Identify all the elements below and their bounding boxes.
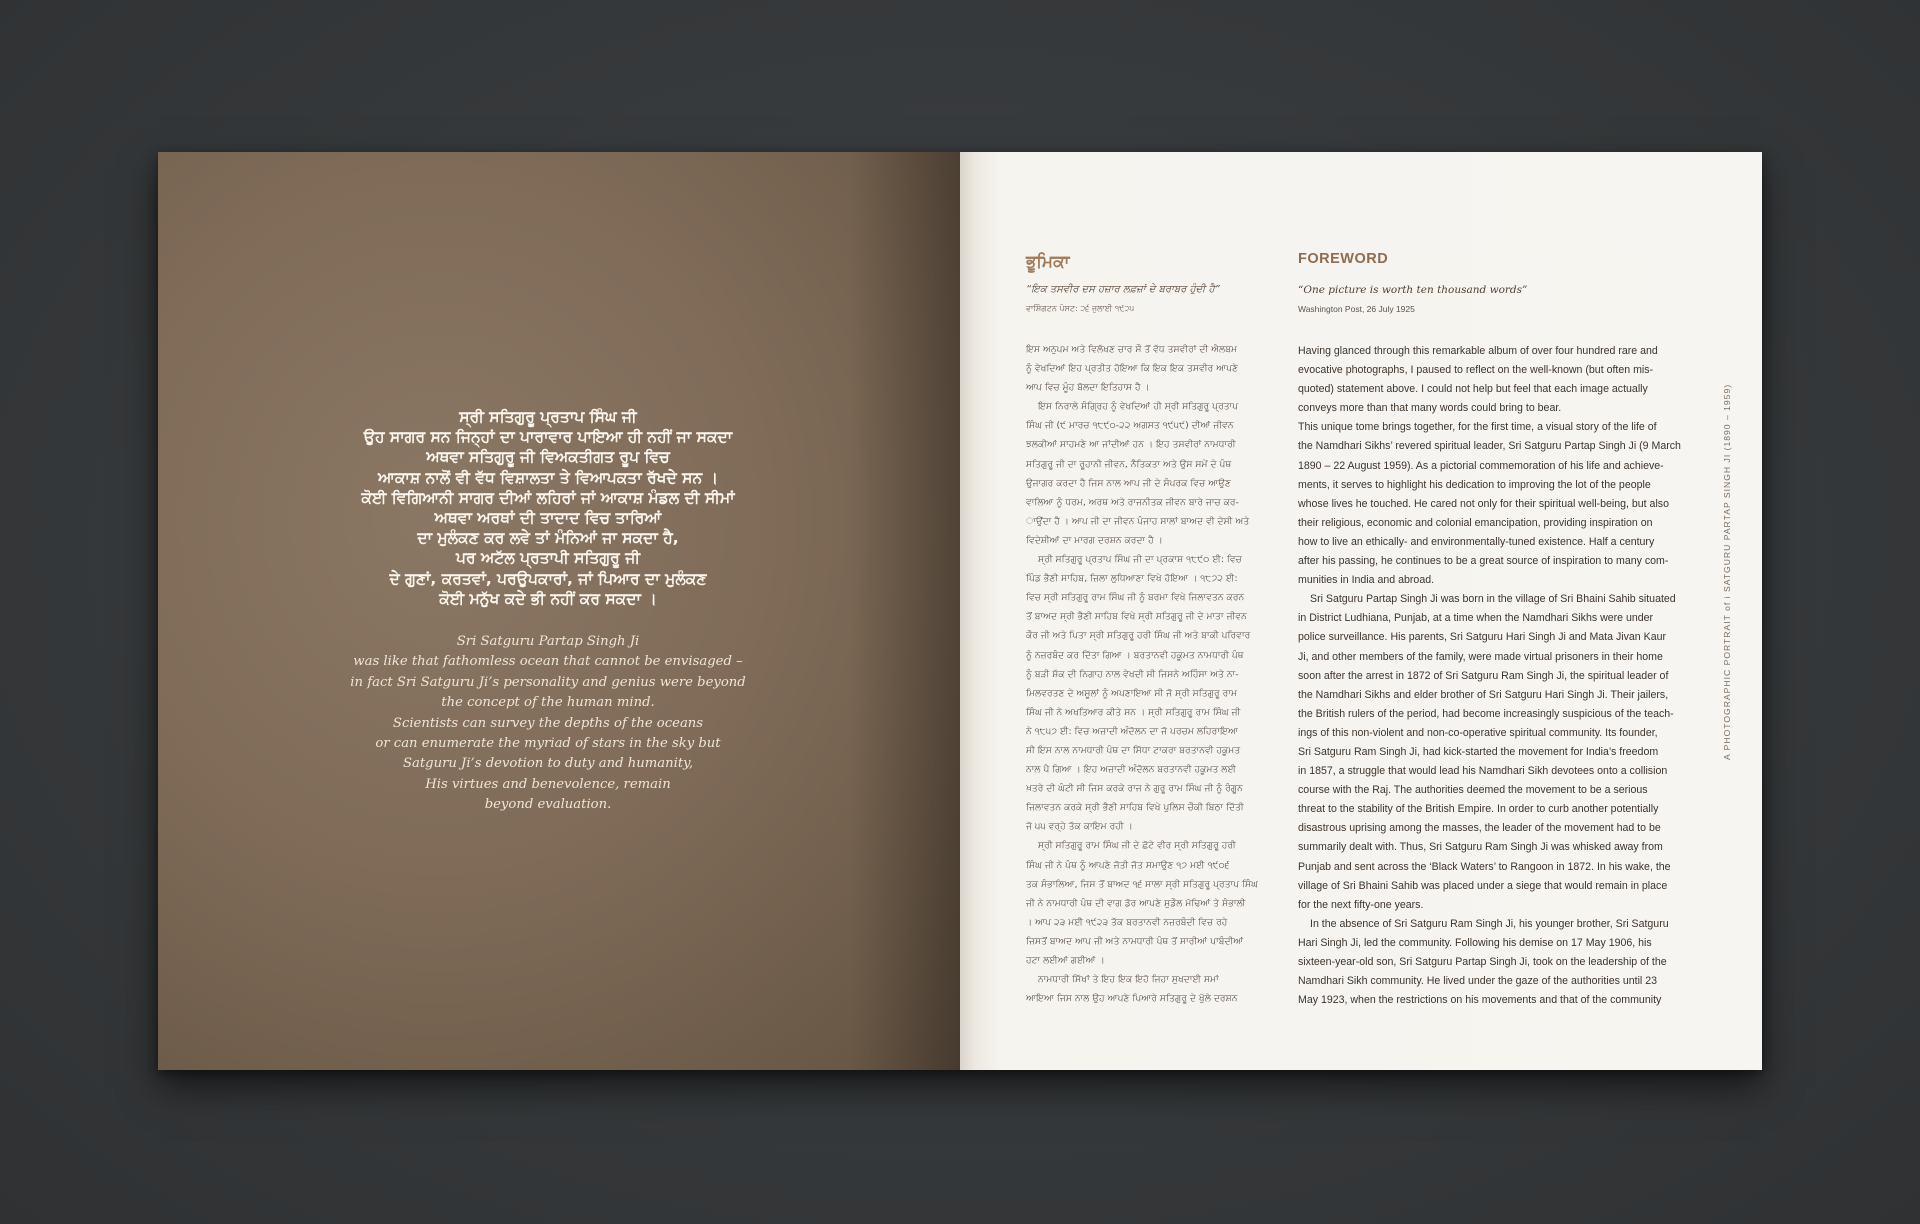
punjabi-poem xyxy=(348,407,748,609)
body-line: threat to the stability of the British Empire. In order to curb another potentially xyxy=(1298,803,1659,816)
body-line: the Namdhari Sikhs and elder brother of Sri Satguru Hari Singh Ji. Their jailers, xyxy=(1298,688,1669,701)
body-line: ਆਇਆ ਜਿਸ ਨਾਲ ਉਹ ਆਪਣੇ ਪਿਆਰੇ ਸਤਿਗੁਰੂ ਦੇ ਖੁੱਲੇ ਦਰਸ਼ਨ xyxy=(1026,993,1238,1005)
body-line: ਕੌਰ ਜੀ ਅਤੇ ਪਿਤਾ ਸ੍ਰੀ ਸਤਿਗੁਰੂ ਹਰੀ ਸਿੰਘ ਜੀ ਅਤੇ ਬਾਕੀ ਪਰਿਵਾਰ xyxy=(1026,630,1251,642)
body-line: conveys more than that many words could bring to bear. xyxy=(1298,402,1562,415)
poem-line: Sri Satguru Partap Singh Ji xyxy=(456,634,640,649)
body-line: । ਆਪ ੨੩ ਮਈ ੧੯੨੩ ਤੱਕ ਬਰਤਾਨਵੀ ਨਜ਼ਰਬੰਦੀ ਵਿਚ ਰਹੇ xyxy=(1026,916,1228,928)
body-line: ਸਿੰਘ ਜੀ ਨੇ ਪੰਥ ਨੂੰ ਆਪਣੇ ਜੋਤੀ ਜੋਤ ਸਮਾਉਣ ੧੭ ਮਈ ੧੯੦੬ xyxy=(1026,859,1230,871)
body-line: police surveillance. His parents, Sri Satguru Hari Singh Ji and Mata Jivan Kaur xyxy=(1298,631,1667,644)
body-line: ਸਿੰਘ ਜੀ ਨੇ ਅਖਤਿਆਰ ਕੀਤੇ ਸਨ । ਸ੍ਰੀ ਸਤਿਗੁਰੂ ਰਾਮ ਸਿੰਘ ਜੀ xyxy=(1026,706,1241,718)
body-line: This unique tome brings together, for the first time, a visual story of the life of xyxy=(1298,421,1657,434)
body-line: Ji, and other members of the family, were made virtual prisoners in their home xyxy=(1298,650,1663,663)
poem-line: or can enumerate the myriad of stars in the sky but xyxy=(375,736,721,752)
epigraph-quote-english: “One picture is worth ten thousand words” xyxy=(1298,284,1528,296)
poem-line: ਦੇ ਗੁਣਾਂ, ਕਰਤਵਾਂ, ਪਰਉਪਕਾਰਾਂ, ਜਾਂ ਪਿਆਰ ਦਾ ਮੁਲੰਕਣ xyxy=(389,569,707,588)
body-line: ਨੂੰ ਬੜੀ ਸ਼ੱਕ ਦੀ ਨਿਗਾਹ ਨਾਲ ਵੇਖਦੀ ਸੀ ਜਿਸਨੇ ਅਹਿੰਸਾ ਅਤੇ ਨਾ- xyxy=(1026,668,1239,680)
epigraph-source-punjabi: ਵਾਸ਼ਿੰਗਟਨ ਪੋਸਟ: ੨੬ ਜੁਲਾਈ ੧੯੨੫ xyxy=(1026,304,1135,313)
body-line: ਤਕ ਸੰਭਾਲਿਆ, ਜਿਸ ਤੋਂ ਬਾਅਦ ੧੬ ਸਾਲਾ ਸ੍ਰੀ ਸਤਿਗੁਰੂ ਪ੍ਰਤਾਪ ਸਿੰਘ xyxy=(1026,878,1258,890)
book-spread xyxy=(158,152,1762,1070)
body-line: ਨਾਮਧਾਰੀ ਸਿੱਖਾਂ ਤੇ ਇਹ ਇਕ ਇਹੋ ਜਿਹਾ ਸੁਖਦਾਈ ਸਮਾਂ xyxy=(1038,974,1219,986)
body-line: the Namdhari Sikhs’ revered spiritual leader, Sri Satguru Partap Singh Ji (9 March xyxy=(1298,440,1681,453)
body-line: ਸਿੰਘ ਜੀ (੯ ਮਾਰਚ ੧੮੯੦-੨੨ ਅਗਸਤ ੧੯੫੯) ਦੀਆਂ ਜੀਵਨ xyxy=(1026,420,1234,432)
body-line: for the next fifty-one years. xyxy=(1298,898,1424,911)
body-line: ings of this non-violent and non-co-operative spiritual community. Its founder, xyxy=(1298,726,1658,739)
body-line: how to live an ethically- and environmentally-tuned existence. Half a century xyxy=(1298,535,1655,548)
body-line: ਜੀ ਨੇ ਨਾਮਧਾਰੀ ਪੰਥ ਦੀ ਵਾਗ ਡੋਰ ਆਪਣੇ ਸੁਡੌਲ ਮੋਢਿਆਂ ਤੇ ਸੰਭਾਲੀ xyxy=(1026,897,1246,909)
body-line: ਨਾਲ ਪੈ ਗਿਆ । ਇਹ ਅਜ਼ਾਦੀ ਅੰਦੋਲਨ ਬਰਤਾਨਵੀ ਹਕੂਮਤ ਲਈ xyxy=(1026,764,1237,776)
body-line: In the absence of Sri Satguru Ram Singh Ji, his younger brother, Sri Satguru xyxy=(1310,917,1669,930)
poem-line: ਅਥਵਾ ਸਤਿਗੁਰੂ ਜੀ ਵਿਅਕਤੀਗਤ ਰੂਪ ਵਿਚ xyxy=(426,448,670,467)
body-line: sixteen-year-old son, Sri Satguru Partap Singh Ji, took on the leadership of the xyxy=(1298,956,1667,968)
body-line: 1890 – 22 August 1959). As a pictorial commemoration of his life and achieve- xyxy=(1298,459,1664,472)
body-line: in 1857, a struggle that would lead his Namdhari Sikh devotees onto a collision xyxy=(1298,765,1668,778)
body-line: ਨੂੰ ਨਜ਼ਰਬੰਦ ਕਰ ਦਿੱਤਾ ਗਿਆ । ਬਰਤਾਨਵੀ ਹਕੂਮਤ ਨਾਮਧਾਰੀ ਪੰਥ xyxy=(1026,649,1244,661)
body-line: ਝਲਕੀਆਂ ਸਾਹਮਣੇ ਆ ਜਾਂਦੀਆਂ ਹਨ । ਇਹ ਤਸਵੀਰਾਂ ਨਾਮਧਾਰੀ xyxy=(1026,439,1236,451)
running-title-vertical xyxy=(1722,383,1734,760)
body-line: ਵਾਲਿਆ ਨੂੰ ਧਰਮ, ਅਰਥ ਅਤੇ ਰਾਜਨੀਤਕ ਜੀਵਨ ਬਾਰੇ ਜਾਚ ਕਰ- xyxy=(1026,496,1239,508)
poem-line: was like that fathomless ocean that cannot be envisaged – xyxy=(353,654,743,670)
poem-line: Scientists can survey the depths of the oceans xyxy=(392,715,704,731)
body-line: summarily dealt with. Thus, Sri Satguru Ram Singh Ji was whisked away from xyxy=(1298,841,1663,854)
body-line: soon after the arrest in 1872 of Sri Satguru Ram Singh Ji, the spiritual leader of xyxy=(1298,669,1669,682)
poem-line: the concept of the human mind. xyxy=(441,695,655,711)
poem-line: His virtues and benevolence, remain xyxy=(425,776,671,792)
body-line: ਜੋ ੫੫ ਵਰ੍ਹੇ ਤੱਕ ਕਾਇਮ ਰਹੀ । xyxy=(1026,821,1133,833)
body-line: disastrous uprising among the masses, the leader of the movement had to be xyxy=(1298,822,1661,835)
poem-line: ਪਰ ਅਟੱਲ ਪ੍ਰਤਾਪੀ ਸਤਿਗੁਰੂ ਜੀ xyxy=(456,549,640,568)
body-line: Punjab and sent across the ‘Black Waters’ to Rangoon in 1872. In his wake, the xyxy=(1298,860,1671,873)
body-line: ਜਿਲਾਵਤਨ ਕਰਕੇ ਸ੍ਰੀ ਭੈਣੀ ਸਾਹਿਬ ਵਿਖੇ ਪੁਲਿਸ ਚੌਕੀ ਬਿਠਾ ਦਿੱਤੀ xyxy=(1026,802,1244,814)
body-line: ਸਤਿਗੁਰੂ ਜੀ ਦਾ ਰੂਹਾਨੀ ਜੀਵਨ, ਨੈਤਿਕਤਾ ਅਤੇ ਉਸ ਸਮੇਂ ਦੇ ਪੰਥ xyxy=(1026,458,1232,470)
body-line: ਪਿੰਡ ਭੈਣੀ ਸਾਹਿਬ, ਜ਼ਿਲਾ ਲੁਧਿਆਣਾ ਵਿਖੇ ਹੋਇਆ । ੧੮੭੨ ਈ: xyxy=(1026,573,1238,585)
body-line: ਵਿਚ ਸ੍ਰੀ ਸਤਿਗੁਰੂ ਰਾਮ ਸਿੰਘ ਜੀ ਨੂੰ ਬਰਮਾ ਵਿਖੇ ਜਿਲਾਵਤਨ ਕਰਨ xyxy=(1026,592,1245,604)
poem-line: in fact Sri Satguru Ji’s personality and genius were beyond xyxy=(350,674,746,690)
right-page xyxy=(960,152,1762,1070)
punjabi-body-column xyxy=(1026,340,1288,1008)
poem-line: ਉਹ ਸਾਗਰ ਸਨ ਜਿਨ੍ਹਾਂ ਦਾ ਪਾਰਾਵਾਰ ਪਾਇਆ ਹੀ ਨਹੀਂ ਜਾ ਸਕਦਾ xyxy=(363,428,733,447)
poem-line: ਦਾ ਮੁਲੰਕਣ ਕਰ ਲਵੇ ਤਾਂ ਮੰਨਿਆਂ ਜਾ ਸਕਦਾ ਹੈ, xyxy=(417,529,679,548)
body-line: Namdhari Sikh community. He lived under the gaze of the authorities until 23 xyxy=(1298,975,1658,988)
body-line: munities in India and abroad. xyxy=(1298,574,1435,587)
poem-line: ਅਥਵਾ ਅਰਥਾਂ ਦੀ ਤਾਦਾਦ ਵਿਚ ਤਾਰਿਆਂ xyxy=(434,509,662,528)
body-line: ਉਜਾਗਰ ਕਰਦਾ ਹੈ ਜਿਸ ਨਾਲ ਆਪ ਜੀ ਦੇ ਸੰਪਰਕ ਵਿਚ ਆਉਣ xyxy=(1026,477,1231,489)
body-line: ਹਟਾ ਲਈਆਂ ਗਈਆਂ । xyxy=(1026,955,1105,966)
body-line: Hari Singh Ji, led the community. Following his demise on 17 May 1906, his xyxy=(1298,936,1652,949)
body-line: ਨੂੰ ਵੇਖਦਿਆਂ ਇਹ ਪ੍ਰਤੀਤ ਹੋਇਆ ਕਿ ਇਕ ਇਕ ਤਸਵੀਰ ਆਪਣੇ xyxy=(1026,363,1239,375)
body-line: ਇਸ ਅਨੁਪਮ ਅਤੇ ਵਿਲੱਖਣ ਚਾਰ ਸੌ ਤੋਂ ਵੱਧ ਤਸਵੀਰਾਂ ਦੀ ਐਲਬਮ xyxy=(1026,344,1238,355)
poem-line: ਆਕਾਸ਼ ਨਾਲੋਂ ਵੀ ਵੱਧ ਵਿਸ਼ਾਲਤਾ ਤੇ ਵਿਆਪਕਤਾ ਰੱਖਦੇ ਸਨ । xyxy=(377,468,719,487)
poem-line: Satguru Ji’s devotion to duty and humanity, xyxy=(402,756,694,772)
poem-line: ਕੋਈ ਵਿਗਿਆਨੀ ਸਾਗਰ ਦੀਆਂ ਲਹਿਰਾਂ ਜਾਂ ਆਕਾਸ਼ ਮੰਡਲ ਦੀ ਸੀਮਾਂ xyxy=(361,488,735,507)
body-line: May 1923, when the restrictions on his movements and that of the community xyxy=(1298,994,1662,1007)
body-line: ਮਿਲਵਰਤਣ ਦੇ ਅਸੂਲਾਂ ਨੂੰ ਅਪਣਾਇਆ ਸੀ ਜੋ ਸ੍ਰੀ ਸਤਿਗੁਰੂ ਰਾਮ xyxy=(1026,687,1237,699)
body-line: quoted) statement above. I could not help but feel that each image actually xyxy=(1298,383,1648,396)
body-line: after his passing, he continues to be a great source of inspiration to many com- xyxy=(1298,555,1669,568)
body-line: ਸ੍ਰੀ ਸਤਿਗੁਰੂ ਰਾਮ ਸਿੰਘ ਜੀ ਦੇ ਛੋਟੇ ਵੀਰ ਸ੍ਰੀ ਸਤਿਗੁਰੂ ਹਰੀ xyxy=(1038,840,1236,852)
epigraph-quote-punjabi: “ਇਕ ਤਸਵੀਰ ਦਸ ਹਜ਼ਾਰ ਲਫ਼ਜ਼ਾਂ ਦੇ ਬਰਾਬਰ ਹੁੰਦੀ ਹੈ” xyxy=(1026,284,1220,295)
body-line: ਆਪ ਵਿਚ ਮੂੰਹ ਬੋਲਦਾ ਇਤਿਹਾਸ ਹੈ । xyxy=(1026,382,1150,394)
body-line: Sri Satguru Ram Singh Ji, had kick-started the movement for India’s freedom xyxy=(1298,745,1659,758)
heading-foreword: FOREWORD xyxy=(1298,251,1389,267)
body-line: their religious, economic and colonial emancipation, providing inspiration on xyxy=(1298,516,1653,529)
body-line: ਖ਼ਤਰੇ ਦੀ ਘੰਟੀ ਸੀ ਜਿਸ ਕਰਕੇ ਰਾਜ ਨੇ ਗੁਰੂ ਰਾਮ ਸਿੰਘ ਜੀ ਨੂੰ ਰੰਗੂਨ xyxy=(1026,783,1243,795)
body-line: ਸੀ ਇਸ ਨਾਲ ਨਾਮਧਾਰੀ ਪੰਥ ਦਾ ਸਿੱਧਾ ਟਾਕਰਾ ਬਰਤਾਨਵੀ ਹਕੂਮਤ xyxy=(1026,744,1241,756)
body-line: Sri Satguru Partap Singh Ji was born in the village of Sri Bhaini Sahib situated xyxy=(1310,593,1676,606)
body-line: ਵਿਦੇਸ਼ੀਆਂ ਦਾ ਮਾਰਗ ਦਰਸ਼ਨ ਕਰਦਾ ਹੈ । xyxy=(1026,534,1163,546)
poem-line: ਕੋਈ ਮਨੁੱਖ ਕਦੇ ਭੀ ਨਹੀਂ ਕਰ ਸਕਦਾ । xyxy=(439,589,657,608)
body-line: course with the Raj. The authorities deemed the movement to be a serious xyxy=(1298,784,1648,797)
body-line: the British rulers of the period, had become increasingly suspicious of the teach- xyxy=(1298,707,1674,720)
body-line: ਾਉਂਦਾ ਹੈ । ਆਪ ਜੀ ਦਾ ਜੀਵਨ ਪੰਜਾਹ ਸਾਲਾਂ ਬਾਅਦ ਵੀ ਦੇਸੀ ਅਤੇ xyxy=(1026,515,1250,527)
body-line: evocative photographs, I paused to reflect on the well-known (but often mis- xyxy=(1298,364,1654,377)
poem-line: beyond evaluation. xyxy=(484,797,612,813)
body-line: Having glanced through this remarkable album of over four hundred rare and xyxy=(1298,345,1658,357)
body-line: ments, it serves to highlight his dedication to improving the lot of the people xyxy=(1298,478,1651,491)
body-line: ਇਸ ਨਿਰਾਲੇ ਸੰਗ੍ਰਿਹ ਨੂੰ ਵੇਖਦਿਆਂ ਹੀ ਸ੍ਰੀ ਸਤਿਗੁਰੂ ਪ੍ਰਤਾਪ xyxy=(1038,401,1239,413)
epigraph-source-english: Washington Post, 26 July 1925 xyxy=(1298,304,1415,314)
poem-line: ਸ੍ਰੀ ਸਤਿਗੁਰੂ ਪ੍ਰਤਾਪ ਸਿੰਘ ਜੀ xyxy=(459,408,637,426)
english-body-column xyxy=(1298,342,1696,1010)
body-line: village of Sri Bhaini Sahib was placed under a siege that would remain in place xyxy=(1298,879,1668,892)
body-line: ਤੋਂ ਬਾਅਦ ਸ੍ਰੀ ਭੈਣੀ ਸਾਹਿਬ ਵਿਖੇ ਸ੍ਰੀ ਸਤਿਗੁਰੂ ਜੀ ਦੇ ਮਾਤਾ ਜੀਵਨ xyxy=(1026,611,1247,623)
english-poem xyxy=(348,632,748,816)
body-line: ਨੇ ੧੮੫੭ ਈ: ਵਿਚ ਅਜ਼ਾਦੀ ਅੰਦੋਲਨ ਦਾ ਜੋ ਪਰਚਮ ਲਹਿਰਾਇਆ xyxy=(1026,725,1238,737)
heading-punjabi: ਭੂਮਿਕਾ xyxy=(1026,252,1070,272)
body-line: in District Ludhiana, Punjab, at a time when the Namdhari Sikhs were under xyxy=(1298,612,1654,625)
body-line: whose lives he touched. He cared not only for their spiritual well-being, but also xyxy=(1298,497,1669,510)
body-line: ਸ੍ਰੀ ਸਤਿਗੁਰੂ ਪ੍ਰਤਾਪ ਸਿੰਘ ਜੀ ਦਾ ਪ੍ਰਕਾਸ਼ ੧੮੯੦ ਈ: ਵਿਚ xyxy=(1038,554,1242,566)
body-line: ਜਿਸਤੋਂ ਬਾਅਦ ਆਪ ਜੀ ਅਤੇ ਨਾਮਧਾਰੀ ਪੰਥ ਤੋਂ ਸਾਰੀਆਂ ਪਾਬੰਦੀਆਂ xyxy=(1026,935,1244,947)
left-page xyxy=(158,152,960,1070)
running-title-text: A PHOTOGRAPHIC PORTRAIT of i SATGURU PARTAP SINGH JI (1890 – 1959) xyxy=(1722,383,1732,760)
